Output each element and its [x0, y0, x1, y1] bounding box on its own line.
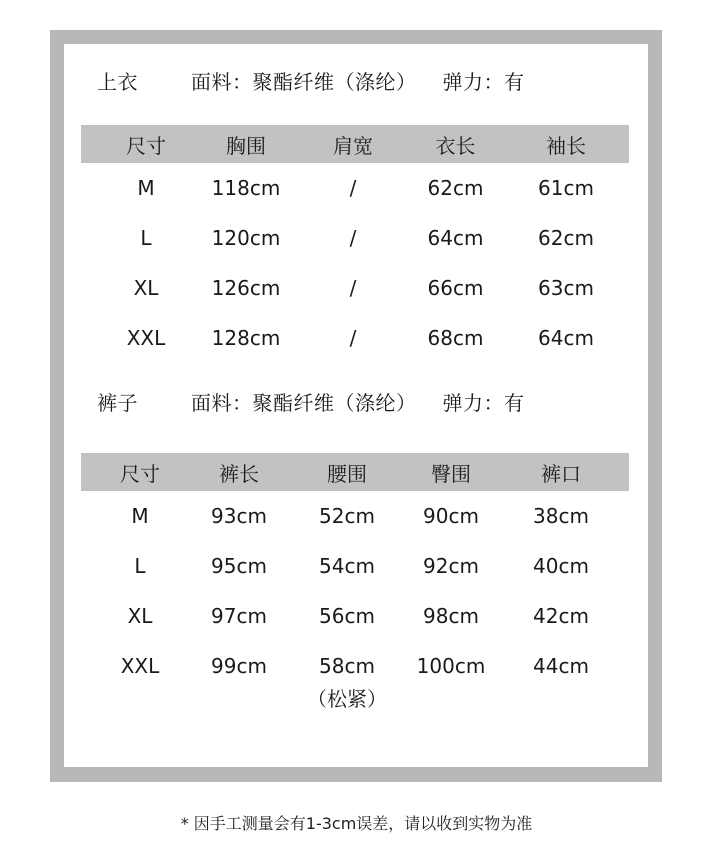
table-cell: 120cm	[211, 226, 281, 250]
size-cell: M	[137, 176, 155, 200]
table-row	[81, 541, 629, 591]
tops-garment-label: 上衣	[97, 70, 138, 94]
table-cell: 126cm	[211, 276, 281, 300]
table-row	[81, 263, 629, 313]
table-cell: 90cm	[423, 504, 479, 528]
pants-material-label: 面料：聚酯纤维（涤纶）	[191, 391, 417, 415]
table-cell: 118cm	[211, 176, 281, 200]
header-cell: 裤口	[541, 461, 581, 486]
pants-garment-label: 裤子	[97, 391, 138, 415]
table-cell: 52cm	[319, 504, 375, 528]
header-cell: 衣长	[435, 133, 476, 158]
table-cell: 66cm	[427, 276, 484, 300]
table-row	[81, 641, 629, 711]
pants-size-table	[81, 453, 629, 711]
table-cell: 54cm	[319, 554, 375, 578]
header-cell: 臀围	[431, 461, 471, 486]
size-cell: XXL	[120, 654, 160, 678]
table-cell: 40cm	[533, 554, 589, 578]
table-cell: 64cm	[538, 326, 594, 350]
pants-elasticity-label: 弹力：有	[442, 391, 525, 415]
table-cell: 128cm	[211, 326, 281, 350]
header-cell: 尺寸	[120, 461, 160, 486]
tops-info-line	[97, 66, 525, 95]
table-cell: /	[349, 326, 357, 350]
table-row	[81, 163, 629, 213]
size-cell: L	[140, 226, 152, 250]
header-cell: 肩宽	[333, 133, 373, 158]
table-cell: 58cm	[319, 654, 375, 678]
size-cell: XL	[133, 276, 159, 300]
measurement-disclaimer: * 因手工测量会有1-3cm误差，请以收到实物为准	[180, 814, 533, 833]
table-cell: 42cm	[533, 604, 589, 628]
table-cell: 64cm	[427, 226, 484, 250]
waist-elastic-note: （松紧）	[307, 687, 387, 711]
tops-size-table	[81, 125, 629, 363]
table-cell: 61cm	[538, 176, 594, 200]
pants-table-header	[81, 453, 629, 491]
table-cell: 62cm	[427, 176, 484, 200]
table-cell: 93cm	[211, 504, 267, 528]
size-cell: M	[131, 504, 149, 528]
table-row	[81, 213, 629, 263]
size-cell: XL	[127, 604, 153, 628]
table-row	[81, 491, 629, 541]
size-cell: L	[134, 554, 146, 578]
table-cell: 44cm	[533, 654, 589, 678]
table-cell: 95cm	[211, 554, 267, 578]
size-cell: XXL	[126, 326, 166, 350]
header-cell: 尺寸	[126, 133, 166, 158]
table-cell: /	[349, 226, 357, 250]
table-cell: /	[349, 176, 357, 200]
table-cell: /	[349, 276, 357, 300]
header-cell: 裤长	[219, 461, 259, 486]
pants-info-line	[97, 387, 525, 416]
table-row	[81, 313, 629, 363]
header-cell: 胸围	[226, 133, 266, 158]
table-cell: 63cm	[538, 276, 594, 300]
table-cell: 92cm	[423, 554, 479, 578]
table-cell: 98cm	[423, 604, 479, 628]
header-cell: 腰围	[327, 461, 367, 486]
table-cell: 56cm	[319, 604, 375, 628]
header-cell: 袖长	[546, 133, 586, 158]
tops-elasticity-label: 弹力：有	[442, 70, 525, 94]
table-row	[81, 591, 629, 641]
table-cell: 68cm	[427, 326, 484, 350]
tops-table-header	[81, 125, 629, 163]
table-cell: 97cm	[211, 604, 267, 628]
tops-material-label: 面料：聚酯纤维（涤纶）	[191, 70, 417, 94]
table-cell: 99cm	[211, 654, 267, 678]
table-cell: 62cm	[538, 226, 594, 250]
table-cell: 100cm	[416, 654, 486, 678]
table-cell: 38cm	[533, 504, 589, 528]
